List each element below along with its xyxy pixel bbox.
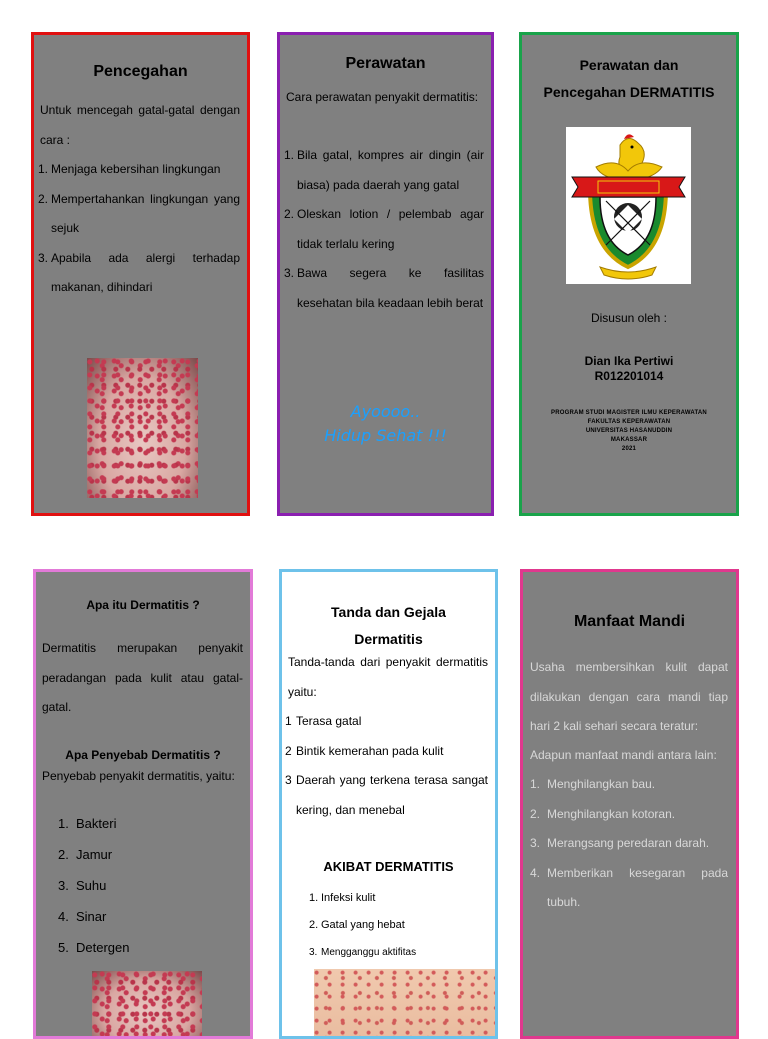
skin-back-photo: [92, 971, 202, 1039]
panel-pencegahan: [31, 32, 250, 516]
panel-cover: [519, 32, 739, 516]
student-id: R012201014: [594, 369, 664, 383]
mandi-intro: Usaha membersihkan kulit dapat dilakukan dengan cara mandi tiap hari 2 kali sehari secara teratur:: [530, 660, 728, 733]
list-item: 3. Apabila ada alergi terhadap makanan, dihindari: [38, 250, 240, 294]
author-block: [522, 354, 736, 384]
list-item: 4. Sinar: [58, 909, 107, 924]
author-name: Dian Ika Pertiwi: [584, 354, 674, 368]
gejala-intro: Tanda-tanda dari penyakit dermatitis yaitu:: [288, 655, 488, 699]
list-item: 1. Bakteri: [58, 816, 117, 831]
list-item: 3. Mengganggu aktifitas: [309, 947, 417, 958]
list-item: 3. Merangsang peredaran darah.: [530, 836, 710, 850]
list-item: 2. Jamur: [58, 847, 113, 862]
list-item: 1 Terasa gatal: [285, 714, 362, 728]
pencegahan-list: [38, 155, 240, 303]
skin-back-photo: [87, 358, 198, 498]
list-item: 2. Oleskan lotion / pelembab agar tidak terlalu kering: [284, 207, 484, 251]
list-item: 5. Detergen: [58, 940, 130, 955]
panel-definisi: [33, 569, 253, 1039]
cause-intro: Penyebab penyakit dermatitis, yaitu:: [42, 769, 235, 783]
pencegahan-intro: Untuk mencegah gatal-gatal dengan cara :: [40, 103, 240, 147]
institution-block: PROGRAM STUDI MAGISTER ILMU KEPERAWATAN FAKULTAS KEPERAWATAN UNIVERSITAS HASANUDDIN MAKASSAR 2021: [551, 410, 707, 452]
list-item: 1. Bila gatal, kompres air dingin (air biasa) pada daerah yang gatal: [284, 148, 484, 192]
definisi-text: Dermatitis merupakan penyakit peradangan pada kulit atau gatal-gatal.: [42, 641, 243, 714]
cause-title: Apa Penyebab Dermatitis ?: [65, 748, 221, 762]
panel-gejala: [279, 569, 498, 1039]
list-item: 3. Bawa segera ke fasilitas kesehatan bila keadaan lebih berat: [284, 266, 484, 310]
perawatan-title: Perawatan: [345, 55, 426, 72]
gejala-list: [285, 707, 488, 825]
perawatan-intro: Cara perawatan penyakit dermatitis:: [286, 90, 479, 104]
gejala-title: Tanda dan Gejala Dermatitis: [331, 604, 446, 647]
mandi-title: Manfaat Mandi: [573, 613, 686, 630]
cover-title: Perawatan dan Pencegahan DERMATITIS: [543, 57, 715, 100]
mandi-intro2: Adapun manfaat mandi antara lain:: [530, 748, 717, 762]
list-item: 1. Menjaga kebersihan lingkungan: [38, 162, 221, 176]
list-item: 2. Gatal yang hebat: [309, 919, 405, 931]
cause-list: [58, 808, 243, 963]
university-logo-icon: [566, 127, 691, 284]
slogan: Ayoooo.. Hidup Sehat !!!: [324, 402, 447, 445]
list-item: 1. Menghilangkan bau.: [530, 777, 656, 791]
list-item: 4. Memberikan kesegaran pada tubuh.: [530, 865, 728, 909]
akibat-title: AKIBAT DERMATITIS: [323, 859, 454, 874]
list-item: 3 Daerah yang terkena terasa sangat kering, dan menebal: [285, 773, 488, 817]
panel-mandi: [520, 569, 739, 1039]
university-logo: [566, 127, 691, 284]
list-item: 2 Bintik kemerahan pada kulit: [285, 743, 444, 758]
prepared-by-label: Disusun oleh :: [590, 311, 668, 325]
list-item: 1. Infeksi kulit: [309, 892, 376, 904]
akibat-list: [309, 885, 488, 966]
skin-rash-photo: [314, 969, 496, 1039]
panel-perawatan: [277, 32, 494, 516]
definisi-title: Apa itu Dermatitis ?: [86, 598, 200, 612]
list-item: 2. Menghilangkan kotoran.: [530, 806, 676, 821]
pencegahan-title: Pencegahan: [93, 63, 188, 80]
mandi-list: [530, 770, 728, 918]
list-item: 2. Mempertahankan lingkungan yang sejuk: [38, 191, 240, 235]
list-item: 3. Suhu: [58, 878, 107, 893]
perawatan-list: [284, 141, 484, 318]
